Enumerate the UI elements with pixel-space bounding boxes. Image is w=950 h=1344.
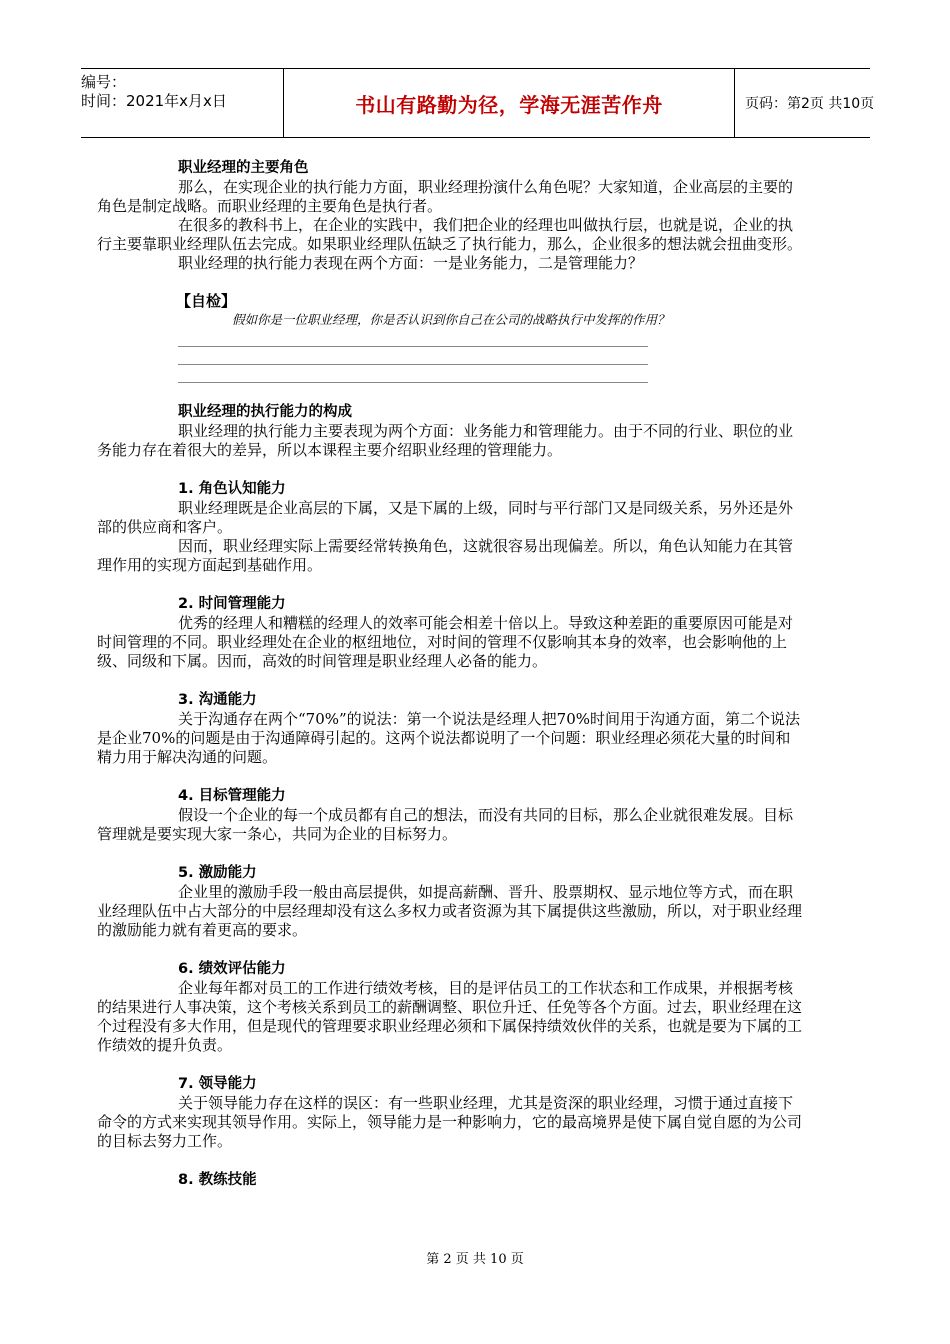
section-title-2: 2. 时间管理能力 (178, 596, 286, 612)
section-title-1: 1. 角色认知能力 (178, 481, 286, 497)
header-meta (81, 69, 283, 137)
header-page-info: 页码：第2页 共10页 (745, 96, 875, 112)
section-role-body (97, 178, 805, 273)
paragraph: 优秀的经理人和糟糕的经理人的效率可能会相差十倍以上。导致这种差距的重要原因可能是对时间管理的不同。职业经理处在企业的枢纽地位，对时间的管理不仅影响其本身的效率，也会影响他的上级、同级和下属。因而，高效的时间管理是职业经理人必备的能力。 (97, 614, 794, 670)
answer-line[interactable] (178, 346, 648, 347)
section-title-8: 8. 教练技能 (178, 1172, 257, 1188)
paragraph: 企业每年都对员工的工作进行绩效考核，目的是评估员工的工作状态和工作成果，并根据考核的结果进行人事决策，这个考核关系到员工的薪酬调整、职位升迁、任免等各个方面。过去，职业经理在这个过程没有多大作用，但是现代的管理要求职业经理必须和下属保持绩效伙伴的关系，也就是要为下属的工作绩效的提升负责。 (97, 979, 803, 1054)
section-title-4: 4. 目标管理能力 (178, 788, 286, 804)
document-body (97, 158, 805, 1190)
section-composition-body (97, 422, 805, 460)
document-time-label: 时间：2021年x月x日 (81, 92, 227, 110)
section-title-6: 6. 绩效评估能力 (178, 961, 286, 977)
section-4-body (97, 806, 805, 844)
header-motto: 书山有路勤为径，学海无涯苦作舟 (355, 92, 663, 117)
section-5-body (97, 883, 805, 940)
paragraph: 职业经理既是企业高层的下属，又是下属的上级，同时与平行部门又是同级关系，另外还是外部的供应商和客户。 (97, 499, 794, 536)
paragraph: 职业经理的执行能力表现在两个方面：一是业务能力，二是管理能力？ (178, 254, 644, 272)
page-footer: 第 2 页 共 10 页 (426, 1252, 524, 1267)
document-number-label: 编号： (81, 73, 127, 91)
paragraph: 关于领导能力存在这样的误区：有一些职业经理，尤其是资深的职业经理，习惯于通过直接下命令的方式来实现其领导作用。实际上，领导能力是一种影响力，它的最高境界是使下属自觉自愿的为公司的目标去努力工作。 (97, 1094, 803, 1150)
header-motto-cell (283, 69, 735, 137)
section-title-3: 3. 沟通能力 (178, 692, 257, 708)
answer-line[interactable] (178, 364, 648, 365)
section-3-body (97, 710, 805, 767)
section-6-body (97, 979, 805, 1055)
section-7-body (97, 1094, 805, 1151)
section-1-body (97, 499, 805, 575)
paragraph: 企业里的激励手段一般由高层提供，如提高薪酬、晋升、股票期权、显示地位等方式，而在职业经理队伍中占大部分的中层经理却没有这么多权力或者资源为其下属提供这些激励，所以，对于职业经理的激励能力就有着更高的要求。 (97, 883, 803, 939)
page-header (81, 68, 875, 138)
selfcheck-question: 假如你是一位职业经理，你是否认识到你自己在公司的战略执行中发挥的作用？ (232, 312, 670, 327)
paragraph: 职业经理的执行能力主要表现为两个方面：业务能力和管理能力。由于不同的行业、职位的业务能力存在着很大的差异，所以本课程主要介绍职业经理的管理能力。 (97, 422, 794, 459)
section-title-5: 5. 激励能力 (178, 865, 257, 881)
section-title-composition: 职业经理的执行能力的构成 (178, 404, 352, 420)
paragraph: 因而，职业经理实际上需要经常转换角色，这就很容易出现偏差。所以，角色认知能力在其管理作用的实现方面起到基础作用。 (97, 537, 794, 574)
section-title-7: 7. 领导能力 (178, 1076, 257, 1092)
paragraph: 那么，在实现企业的执行能力方面，职业经理扮演什么角色呢？大家知道，企业高层的主要的角色是制定战略。而职业经理的主要角色是执行者。 (97, 178, 794, 215)
paragraph: 假设一个企业的每一个成员都有自己的想法，而没有共同的目标，那么企业就很难发展。目标管理就是要实现大家一条心，共同为企业的目标努力。 (97, 806, 794, 843)
section-2-body (97, 614, 805, 671)
paragraph: 在很多的教科书上，在企业的实践中，我们把企业的经理也叫做执行层，也就是说，企业的执行主要靠职业经理队伍去完成。如果职业经理队伍缺乏了执行能力，那么，企业很多的想法就会扭曲变形。 (97, 216, 803, 253)
section-title-role: 职业经理的主要角色 (178, 160, 309, 176)
selfcheck-title: 【自检】 (176, 292, 237, 310)
paragraph: 关于沟通存在两个“70%”的说法：第一个说法是经理人把70%时间用于沟通方面，第二个说法是企业70%的问题是由于沟通障碍引起的。这两个说法都说明了一个问题：职业经理必须花大量的时间和精力用于解决沟通的问题。 (97, 710, 801, 766)
